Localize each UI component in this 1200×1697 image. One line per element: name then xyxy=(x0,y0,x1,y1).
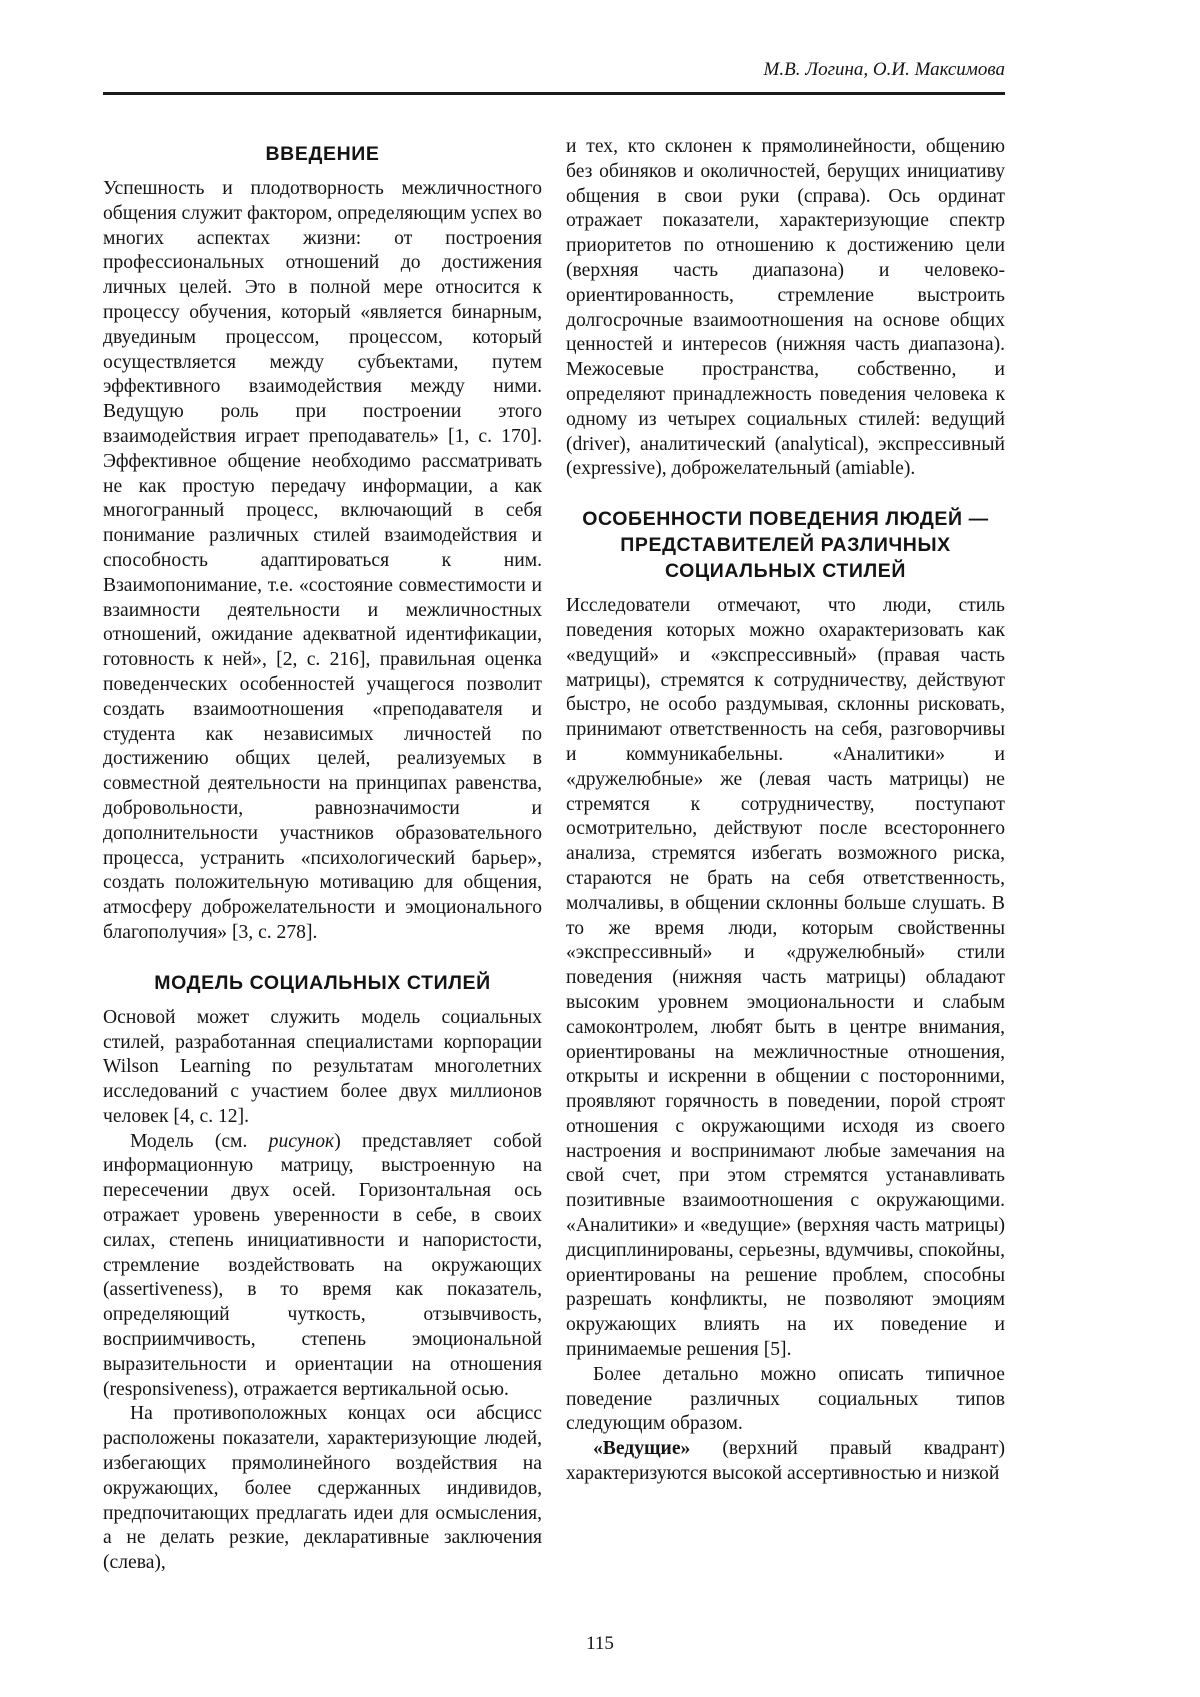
text-segment: Основой может служить модель социальных стилей, разработанная специалистами корпорации Wilson Learning по результатам многолетних исследований с участием более двух миллионов человек [4, с. 12]. xyxy=(103,1006,542,1127)
body-paragraph xyxy=(103,1006,542,1130)
body-paragraph xyxy=(103,1402,542,1576)
text-segment: (верхний правый квадрант) характеризуются высокой ассертивностью и низкой xyxy=(566,1438,1005,1485)
section-heading: ВВЕДЕНИЕ xyxy=(265,143,380,165)
body-paragraph xyxy=(103,177,542,946)
section-heading: МОДЕЛЬ СОЦИАЛЬНЫХ СТИЛЕЙ xyxy=(154,971,491,994)
page-number: 115 xyxy=(586,1633,614,1654)
body-paragraph xyxy=(103,1130,542,1403)
text-segment: Исследователи отмечают, что люди, стиль поведения которых можно охарактеризовать как «ведущий» и «экспрессивный» (правая часть матрицы), стремятся к сотрудничеству, действуют быстро, не особо раздумывая, склонны рисковать, принимают ответственность на себя, разговорчивы и коммуникабельны. «Аналитики» и «дружелюбные» же (левая часть матрицы) не стремятся к сотрудничеству, поступают осмотрительно, действуют после всестороннего анализа, стремятся избегать возможного риска, стараются не брать на себя ответственность, молчаливы, в общении склонны больше слушать. В то же время люди, которым свойственны «экспрессивный» и «дружелюбный» стили поведения (нижняя часть матрицы) обладают высоким уровнем эмоциональности и слабым самоконтролем, любят быть в центре внимания, ориентированы на межличностные отношения, открыты и искренни в общении с посторонними, проявляют горячность в поведении, порой строят отношения с окружающими исходя из своего настроения и воспринимают любые замечания на свой счет, при этом стремятся устанавливать позитивные взаимоотношения с окружающими. «Аналитики» и «ведущие» (верхняя часть матрицы) дисциплинированы, серьезны, вдумчивы, спокойны, ориентированы на решение проблем, способны разрешать конфликты, не позволяют эмоциям окружающих влиять на их поведение и принимаемые решения [5]. xyxy=(566,595,1005,1361)
body-paragraph xyxy=(566,135,1005,482)
text-segment: ) представляет собой информационную матрицу, выстроенную на пересечении двух осей. Горизонтальная ось отражает уровень уверенности в себе, в своих силах, степень инициативности и напористости, стремление воздействовать на окружающих (assertiveness), в то время как показатель, определяющий чуткость, отзывчивость, восприимчивость, степень эмоциональной выразительности и ориентации на отношения (responsiveness), отражается вертикальной осью. xyxy=(103,1130,542,1400)
text-segment: Модель (см. xyxy=(130,1130,269,1152)
body-paragraph xyxy=(566,1437,1005,1487)
text-segment: рисунок xyxy=(268,1130,335,1152)
left-column xyxy=(103,135,542,1576)
two-column-body xyxy=(103,135,1005,1576)
right-column xyxy=(566,135,1005,1576)
header-rule xyxy=(103,92,1005,95)
body-paragraph xyxy=(566,1363,1005,1437)
text-segment: Более детально можно описать типичное поведение различных социальных типов следующим образом. xyxy=(566,1363,1005,1435)
body-paragraph xyxy=(566,594,1005,1363)
page-content xyxy=(103,0,1005,1576)
text-segment: На противоположных концах оси абсцисс расположены показатели, характеризующие людей, избегающих прямолинейного воздействия на окружающих, более сдержанных индивидов, предпочитающих предлагать идеи для осмысления, а не делать резкие, декларативные заключения (слева), xyxy=(103,1403,542,1574)
text-segment: «Ведущие» xyxy=(593,1438,691,1460)
text-segment: Успешность и плодотворность межличностного общения служит фактором, определяющим успех во многих аспектах жизни: от построения профессиональных отношений до достижения личных целей. Это в полной мере относится к процессу обучения, который «является бинарным, двуединым процессом, процессом, который осуществляется между субъектами, путем эффективного взаимодействия между ними. Ведущую роль при построении этого взаимодействия играет преподаватель» [1, с. 170]. Эффективное общение необходимо рассматривать не как простую передачу информации, а как многогранный процесс, включающий в себя понимание различных стилей взаимодействия и способность адаптироваться к ним. Взаимопонимание, т.е. «состояние совместимости и взаимности деятельности и межличностных отношений, ожидание адекватной идентификации, готовность к ней», [2, с. 216], правильная оценка поведенческих особенностей учащегося позволит создать взаимоотношения «преподавателя и студента как независимых личностей по достижению общих целей, реализуемых в совместной деятельности на принципах равенства, добровольности, равнозначимости и дополнительности участников образовательного процесса, устранить «психологический барьер», создать положительную мотивацию для общения, атмосферу доброжелательности и эмоционального благополучия» [3, с. 278]. xyxy=(103,178,542,943)
running-head-authors: М.В. Логина, О.И. Максимова xyxy=(763,59,1005,80)
section-heading: ОСОБЕННОСТИ ПОВЕДЕНИЯ ЛЮДЕЙ — ПРЕДСТАВИТЕЛЕЙ РАЗЛИЧНЫХ СОЦИАЛЬНЫХ СТИЛЕЙ xyxy=(582,508,989,583)
text-segment: и тех, кто склонен к прямолинейности, общению без обиняков и околичностей, берущих инициативу общения в свои руки (справа). Ось ординат отражает показатели, характеризующие спектр приоритетов по отношению к достижению цели (верхняя часть диапазона) и человеко-ориентированность, стремление выстроить долгосрочные взаимоотношения на основе общих ценностей и интересов (нижняя часть диапазона). Межосевые пространства, собственно, и определяют принадлежность поведения человека к одному из четырех социальных стилей: ведущий (driver), аналитический (analytical), экспрессивный (expressive), доброжелательный (amiable). xyxy=(566,136,1005,480)
